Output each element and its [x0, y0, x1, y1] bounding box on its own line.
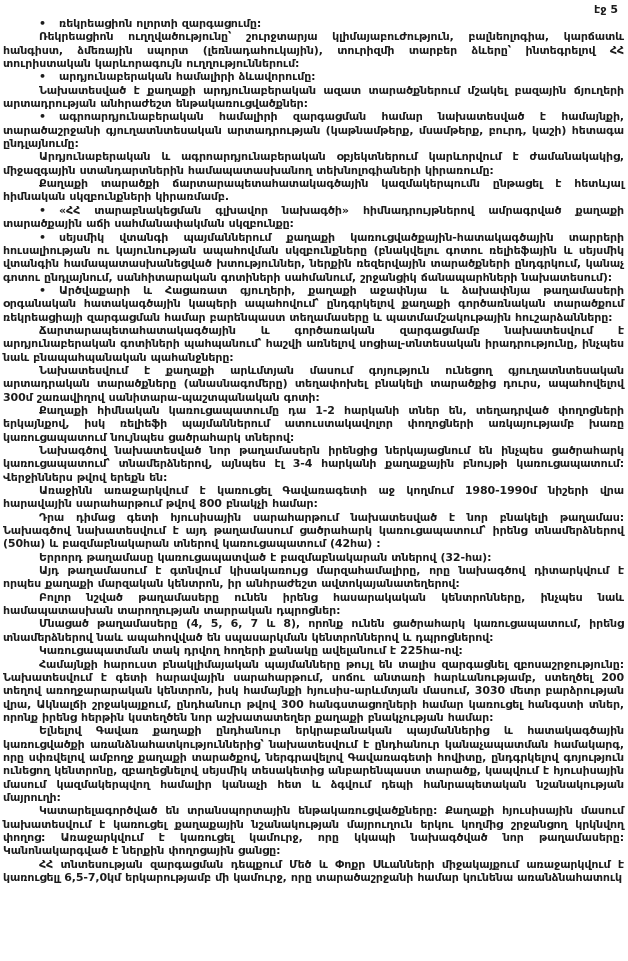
paragraph: Դրա դիմաց գետի հյուսիսային սարահարթում նախատեսված է նոր բնակելի թաղամաս: Նախագծով նախատեսվում է այդ թաղամասում ցածրահարկ կառուցապատում՝ իրենց տնամերձներով (50հա) և բազմաբնակարան տներով կառուցապատում (42հա) : [3, 510, 624, 551]
bullet-item [3, 204, 624, 231]
paragraph: Համայնքի հարուստ բնակլիմայական պայմանները թույլ են տալիս զարգացնել զբոսաշրջությունը: Նախատեսվում է գետի հարավային սարահարթում, սոճու անտառի հարևանությամբ, ստեղծել 200 տեղով առողջարարական կենտրոն, իսկ համայնքի հյուսիս-արևմտյան մասում, 3030 մետր բարձրության վրա, Ակնալճի շրջակայքում, ընդհանուր թվով 300 հանգստացողների համար կառուցել հանգստի տներ, որոնք իրենց հերթին կստեղծեն նոր աշխատատեղեր քաղաքի բնակչության համար: [3, 657, 624, 724]
paragraph: Արդյունաբերական և ագրոարդյունաբերական օբյեկտներում կարևորվում է ժամանակակից, միջազգային ստանդարտներին համապատասխանող տեխնոլոգիաների կիրառումը: [3, 150, 624, 177]
paragraph: Այդ թաղամասում է գտնվում կիսակառույց մարզահամալիրը, որը նախագծով դիտարկվում է որպես քաղաքի մարզական կենտրոն, իր անհրաժեշտ ավտոկայանատեղերով: [3, 564, 624, 591]
paragraph: Ճարտարապետահատակագծային և գործառական զարգացմամբ նախատեսվում է արդյունաբերական գոտիների պահպանում՝ հաշվի առնելով սոցիալ-տնտեսական իրադրությունը, ինչպես նաև բնապահպանական պահանջները: [3, 323, 624, 364]
bullet-text: ռեկրեացիոն ոլորտի զարգացումը: [59, 17, 262, 30]
bullet-text: ագրոարդյունաբերական համալիրի զարգացման համար նախատեսված է համայնքի, տարածաշրջանի գյուղատնտեսական արտադրության (կաթնամթերք, մսամթերք, բուրդ, կաշի) հետագա ընդլայնումը: [3, 110, 624, 151]
bullet-icon: • [39, 230, 46, 244]
paragraph: Նախատեսվում է քաղաքի արևմտյան մասում գոյություն ունեցող գյուղատնտեսական արտադրական տարածքները (անասնագոմերը) տեղափոխել բնակելի տարածքից դուրս, ապահովելով 300մ շառավիղով սանիտարա-պաշտպանական գոտի: [3, 363, 624, 404]
paragraph: Նախագծով նախատեսված նոր թաղամասերն իրենցից ներկայացնում են ինչպես ցածրահարկ կառուցապատում՝ տնամերձներով, այնպես էլ 3-4 հարկանի քաղաքային բնույթի կառուցապատում: Վերջիններս թվով երեքն են: [3, 444, 624, 484]
document-body [3, 17, 624, 884]
paragraph: Բոլոր նշված թաղամասերը ունեն իրենց հասարակական կենտրոնները, ինչպես նաև համապատասխան տարողության տարրական դպրոցներ: [3, 590, 624, 618]
bullet-icon: • [39, 70, 46, 84]
bullet-item [3, 284, 624, 324]
bullet-item [3, 17, 624, 30]
paragraph: Երրորդ թաղամասը կառուցապատված է բազմաբնակարան տներով (32-հա): [39, 550, 492, 564]
bullet-icon: • [39, 110, 46, 124]
bullet-icon: • [39, 17, 46, 30]
paragraph: Նախատեսված է քաղաքի արդյունաբերական ազատ տարածքներում մշակել բազային ճյուղերի արտադրության անհրաժեշտ ենթակառուցվածքներ: [3, 83, 624, 111]
paragraph: Մնացած թաղամասերը (4, 5, 6, 7 և 8), որոնք ունեն ցածրահարկ կառուցապատում, իրենց տնամերձներով նաև ապահովված են սպասարկման կենտրոններով և դպրոցներով: [3, 617, 624, 644]
bullet-text: Արծվաքարի և Հացառատ գյուղերի, քաղաքի աջափնյա և ձախափնյա թաղամասերի օրգանական հատակագծային կապերի ապահովում՝ ընդգրկելով քաղաքի գործառնական տարածքում ռեկրեացիայի զարգացման համար բարենպաստ տեղամասերը և պատմամշակութային հուշարձանները: [3, 283, 624, 324]
bullet-item [3, 110, 624, 150]
paragraph: Կառուցապատման տակ դրվող հողերի քանակը ավելանում է 225հա-ով: [39, 644, 463, 658]
paragraph: Քաղաքի տարածքի ճարտարապետահատակագծային կազմակերպումն ընթացել է հետևյալ հիմնական սկզբունքների կիրառմամբ. [3, 177, 624, 204]
paragraph: Առաջինն առաջարկվում է կառուցել Գավառագետի աջ կողմում 1980-1990մ նիշերի վրա հարավային սարահարթում թվով 800 բնակչի համար: [3, 484, 624, 511]
paragraph: ՀՀ տնտեսության զարգացման դեպքում Մեծ և Փոքր Սևանների միջակայքում առաջարկվում է կառուցելլ 6,5-7,0կմ երկարությամբ մի կամուրջ, որը տարածաշրջանի համար կունենա առանձնահատուկ [3, 857, 624, 884]
paragraph: Կատարելագործված են տրանսպորտային ենթակառուցվածքները: Քաղաքի հյուսիսային մասում նախատեսվում է կառուցել քաղաքային նշանակության մայրուղուն երկու կողմից շրջանցող կրկնվող փողոց: Առաջարկվում է կառուցել կամուրջ, որը կկապի նախագծված նոր թաղամասերը: Կանոնակարգված է ներքին փողոցային ցանցը: [3, 804, 624, 858]
bullet-item [3, 231, 624, 284]
paragraph: Ռեկրեացիոն ուղղվածությունը՝ շուրջտարյա կլիմայաբուժություն, բալնեոլոգիա, կարճատև հանգիստ, ձմեռային սպորտ (լեռնադահուկային), տուրիզմի տարբեր ձևերը՝ ինտեգրելով ՀՀ տուրիստական կարևորագույն ուղղություններում: [3, 30, 624, 71]
paragraph: Քաղաքի հիմնական կառուցապատումը դա 1-2 հարկանի տներ են, տեղադրված փողոցների երկայնքով, իսկ ռելիեֆի պայմաններում ատուստակավոլոր փողոցների առկայությամբ խառը կառուցապատում նույնպես ցածրահարկ տներով: [3, 403, 624, 444]
bullet-text: «ՀՀ տարաբնակեցման գլխավոր նախագծի» հիմնադրույթներով ամրագրված քաղաքի տարածքային աճի սահմանափակման սկզբունքը: [3, 203, 624, 231]
paragraph: Ելնելով Գավառ քաղաքի ընդհանուր երկրաբանական պայմաններից և հատակագծային կառուցվածքի առանձնահատկություններից՝ նախատեսվում է ընդհանուր կանաչապատման համակարգ, որը սփռվելով ամբողջ քաղաքի տարածքով, ներգրավելով Գավառագետի հովիտը, ընդգրկելով գոյություն ունեցող կենտրոնը, զբաղեցնելով սեյսմիկ տեսակետից անբարենպաստ տարածք, կապվում է հյուսիսային մասում կազմակերպվող համալիր կանաչի հետ և ձգվում դեպի հանրապետական նշանակության մայրուղի: [3, 724, 624, 804]
page-number: էջ 5 [594, 3, 618, 16]
bullet-text: արդյունաբերական համալիրի ձևավորումը: [59, 70, 316, 84]
bullet-icon: • [39, 203, 46, 217]
bullet-text: սեյսմիկ վտանգի պայմաններում քաղաքի կառուցվածքային-հատակագծային տարրերի հուսալիության ու կայունության ապահովման սկզբունքները (բնակվելու գոտու ռելիեֆային և սեյսմիկ վտանգին համապատասխանեցված խտություններ, ներքին ռեզերվային տարածքների ընդգրկում, կանաչ գոտու ընդլայնում, սանհիտարական գոտիների սահմանում, շրջանցիկ ճանապարհների նախատեսում): [3, 230, 624, 284]
bullet-item [3, 70, 624, 83]
bullet-icon: • [39, 283, 46, 297]
